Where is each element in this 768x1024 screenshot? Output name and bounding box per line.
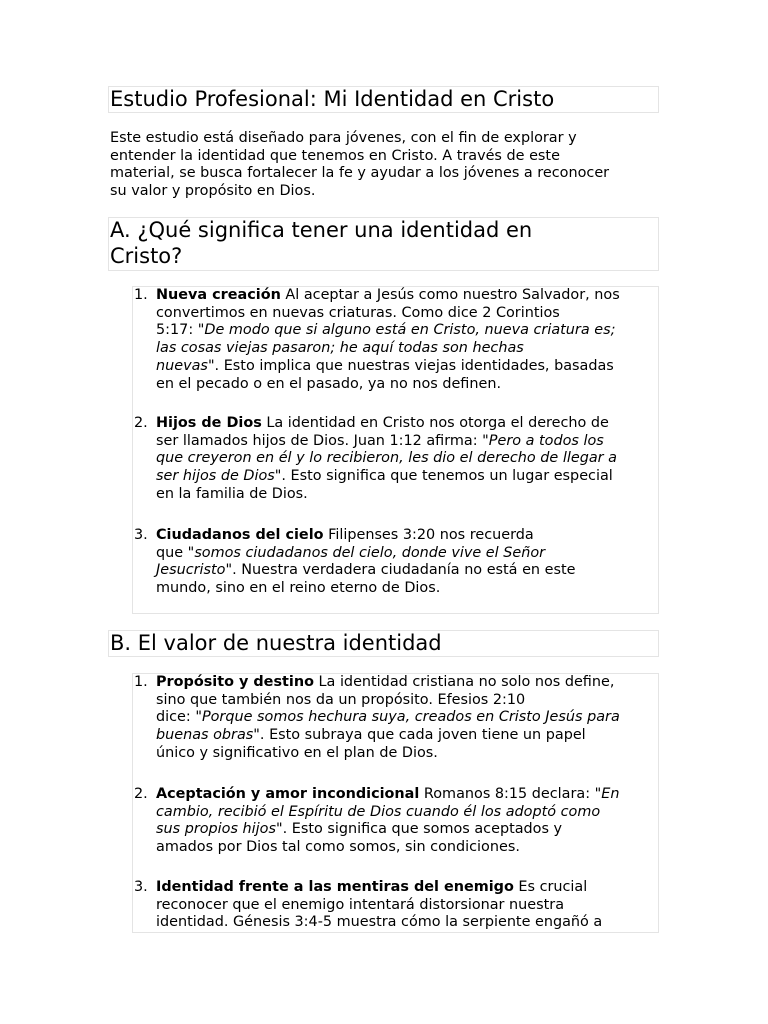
item-text: único y significativo en el plan de Dios. <box>156 744 438 761</box>
item-text: identidad. Génesis 3:4-5 muestra cómo la serpiente engañó a <box>156 914 603 931</box>
scripture-quote: sus propios hijos <box>156 821 276 838</box>
list-number: 1. <box>134 674 148 690</box>
scripture-quote: Porque somos hechura suya, creados en Cristo Jesús para <box>201 709 620 726</box>
heading-line: Cristo? <box>110 244 183 268</box>
scripture-quote: buenas obras <box>156 727 254 744</box>
item-text: en el pecado o en el pasado, ya no nos definen. <box>156 375 502 392</box>
item-text: amados por Dios tal como somos, sin condiciones. <box>156 839 520 856</box>
item-term: Identidad frente a las mentiras del enemigo <box>156 879 514 895</box>
scripture-quote: Pero a todos los <box>488 432 604 449</box>
list-number: 2. <box>134 415 148 431</box>
intro-paragraph <box>110 130 660 200</box>
scripture-quote: De modo que si alguno está en Cristo, nueva criatura es; <box>204 322 616 339</box>
item-text: convertimos en nuevas criaturas. Como dice 2 Corintios <box>156 304 560 321</box>
list-item-body <box>156 287 658 393</box>
list-item-body <box>156 415 658 504</box>
item-text: Filipenses 3:20 nos recuerda <box>323 527 534 543</box>
item-term: Ciudadanos del cielo <box>156 527 324 543</box>
scripture-quote: ser hijos de Dios <box>156 468 275 485</box>
section-b-heading <box>110 630 442 656</box>
item-text: sino que también nos da un propósito. Efesios 2:10 <box>156 691 526 708</box>
list-item-body <box>156 674 658 763</box>
list-item-body <box>156 786 658 857</box>
item-text: ". Esto subraya que cada joven tiene un papel <box>253 727 586 744</box>
scripture-quote: somos ciudadanos del cielo, donde vive el Señor <box>194 544 546 561</box>
item-text: La identidad en Cristo nos otorga el derecho de <box>261 415 609 431</box>
item-text: que " <box>156 544 195 561</box>
intro-line: su valor y propósito en Dios. <box>110 182 316 199</box>
item-text: mundo, sino en el reino eterno de Dios. <box>156 580 441 597</box>
item-term: Hijos de Dios <box>156 415 262 431</box>
list-number: 2. <box>134 786 148 802</box>
scripture-quote: cambio, recibió el Espíritu de Dios cuando él los adoptó como <box>156 803 601 820</box>
intro-line: Este estudio está diseñado para jóvenes, con el fin de explorar y <box>110 130 577 146</box>
section-a-heading <box>110 217 532 269</box>
item-text: ". Nuestra verdadera ciudadanía no está en este <box>225 562 576 579</box>
page-title: Estudio Profesional: Mi Identidad en Cristo <box>110 87 555 111</box>
list-number: 1. <box>134 287 148 303</box>
list-number: 3. <box>134 879 148 895</box>
scripture-quote: que creyeron en él y lo recibieron, les dio el derecho de llegar a <box>156 450 617 467</box>
scripture-quote: Jesucristo <box>156 562 226 579</box>
item-text: Es crucial <box>513 879 588 895</box>
intro-line: material, se busca fortalecer la fe y ayudar a los jóvenes a reconocer <box>110 165 610 181</box>
item-text: en la familia de Dios. <box>156 485 308 502</box>
scripture-quote: En <box>601 786 620 802</box>
item-term: Propósito y destino <box>156 674 314 690</box>
item-text: La identidad cristiana no solo nos define, <box>313 674 615 690</box>
list-item-body <box>156 527 658 598</box>
list-number: 3. <box>134 527 148 543</box>
item-text: Romanos 8:15 declara: " <box>419 786 602 802</box>
item-text: dice: " <box>156 709 202 726</box>
item-text: ". Esto significa que tenemos un lugar especial <box>274 468 613 485</box>
item-text: ser llamados hijos de Dios. Juan 1:12 afirma: " <box>156 432 489 449</box>
item-text: reconocer que el enemigo intentará distorsionar nuestra <box>156 896 565 913</box>
item-term: Aceptación y amor incondicional <box>156 786 420 802</box>
item-text: ". Esto implica que nuestras viejas identidades, basadas <box>207 357 614 374</box>
heading-line: A. ¿Qué significa tener una identidad en <box>110 218 533 242</box>
item-text: ". Esto significa que somos aceptados y <box>275 821 563 838</box>
scripture-quote: las cosas viejas pasaron; he aquí todas son hechas <box>156 340 524 357</box>
heading-line: B. El valor de nuestra identidad <box>110 631 442 655</box>
item-text: 5:17: " <box>156 322 205 339</box>
item-text: Al aceptar a Jesús como nuestro Salvador, nos <box>280 287 620 303</box>
item-term: Nueva creación <box>156 287 281 303</box>
intro-line: entender la identidad que tenemos en Cristo. A través de este <box>110 147 560 164</box>
scripture-quote: nuevas <box>156 357 208 374</box>
list-item-body <box>156 879 658 932</box>
